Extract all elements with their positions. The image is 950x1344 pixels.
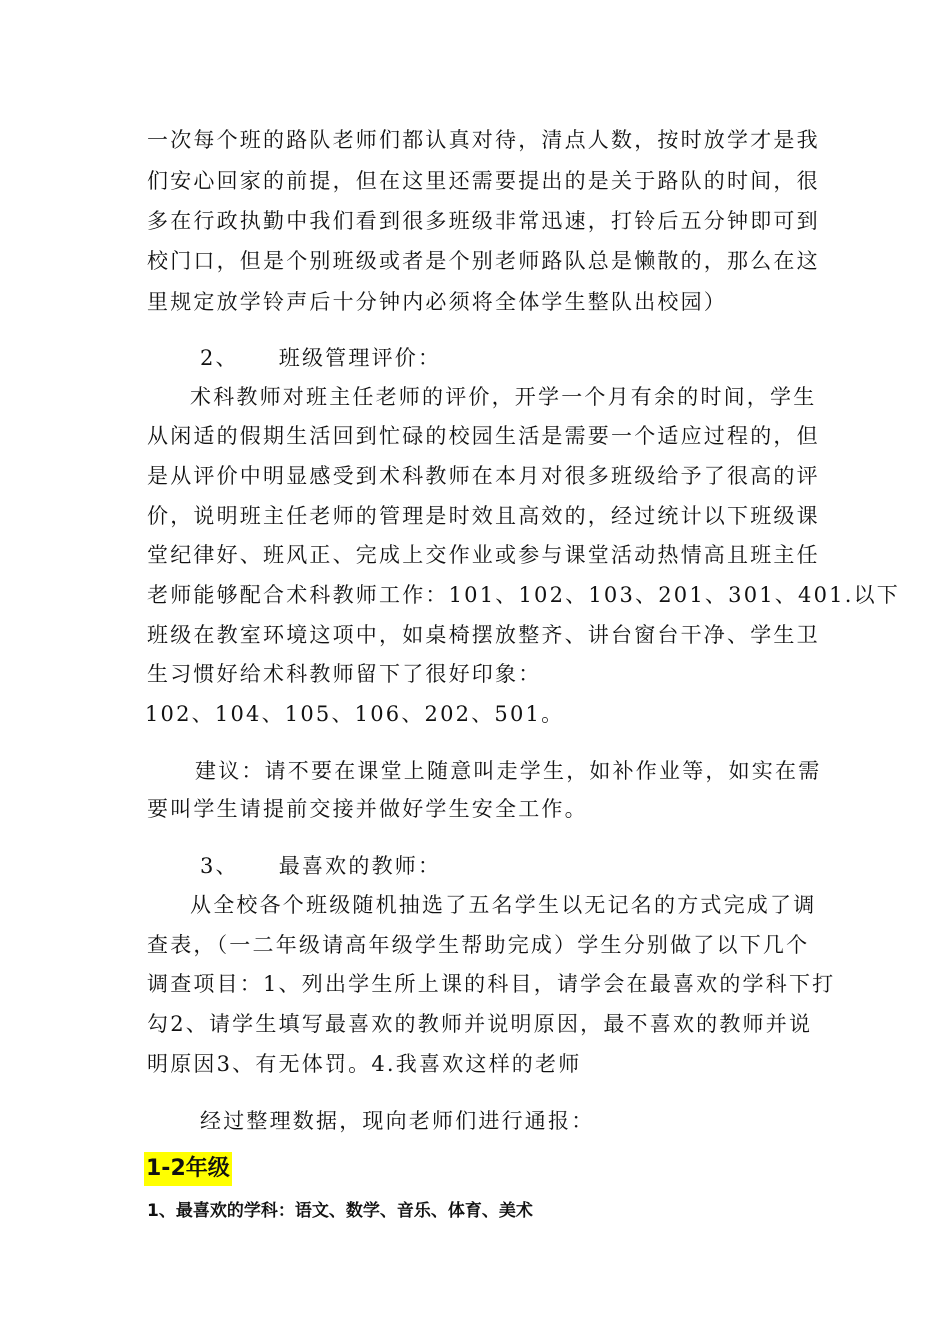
paragraph1-line: 一次每个班的路队老师们都认真对待，清点人数，按时放学才是我 <box>147 128 820 152</box>
paragraph3-line: 勾2、请学生填写最喜欢的教师并说明原因，最不喜欢的教师并说 <box>147 1012 813 1036</box>
paragraph2-line: 班级在教室环境这项中，如桌椅摆放整齐、讲台窗台干净、学生卫 <box>147 623 820 647</box>
paragraph2-line: 从闲适的假期生活回到忙碌的校园生活是需要一个适应过程的，但 <box>147 424 820 448</box>
paragraph3-line: 查表，（一二年级请高年级学生帮助完成）学生分别做了以下几个 <box>147 933 810 957</box>
paragraph2-line: 生习惯好给术科教师留下了很好印象： <box>147 662 542 686</box>
paragraph3-line: 调查项目：1、列出学生所上课的科目，请学会在最喜欢的学科下打 <box>147 972 836 996</box>
paragraph2-line: 是从评价中明显感受到术科教师在本月对很多班级给予了很高的评 <box>147 464 820 488</box>
section2-number: 2、 <box>200 346 239 370</box>
section2-title: 班级管理评价： <box>278 346 442 370</box>
section3-number: 3、 <box>200 854 239 878</box>
paragraph2-line: 术科教师对班主任老师的评价，开学一个月有余的时间，学生 <box>190 385 817 409</box>
paragraph1-line: 们安心回家的前提，但在这里还需要提出的是关于路队的时间，很 <box>147 169 820 193</box>
paragraph1-line: 里规定放学铃声后十分钟内必须将全体学生整队出校园） <box>147 290 727 314</box>
paragraph2-line: 价，说明班主任老师的管理是时效且高效的，经过统计以下班级课 <box>147 504 820 528</box>
paragraph2-line: 102、104、105、106、202、501。 <box>145 702 565 726</box>
section2-heading <box>200 344 880 372</box>
notice-line: 经过整理数据，现向老师们进行通报： <box>200 1109 595 1133</box>
paragraph2-line: 堂纪律好、班风正、完成上交作业或参与课堂活动热情高且班主任 <box>147 543 820 567</box>
section3-title: 最喜欢的教师： <box>278 854 442 878</box>
paragraph3-line: 从全校各个班级随机抽选了五名学生以无记名的方式完成了调 <box>190 893 817 917</box>
favorite-subjects-line: 1、最喜欢的学科：语文、数学、音乐、体育、美术 <box>147 1201 533 1221</box>
suggestion-line: 建议：请不要在课堂上随意叫走学生，如补作业等，如实在需 <box>195 759 822 783</box>
grade-heading: 1-2年级 <box>144 1152 232 1186</box>
section3-heading <box>200 852 880 880</box>
paragraph1-line: 校门口，但是个别班级或者是个别老师路队总是懒散的，那么在这 <box>147 249 820 273</box>
suggestion-line: 要叫学生请提前交接并做好学生安全工作。 <box>147 797 588 821</box>
paragraph3-line: 明原因3、有无体罚。4.我喜欢这样的老师 <box>147 1052 582 1076</box>
paragraph1-line: 多在行政执勤中我们看到很多班级非常迅速，打铃后五分钟即可到 <box>147 209 820 233</box>
paragraph2-line: 老师能够配合术科教师工作：101、102、103、201、301、401.以下 <box>147 583 900 607</box>
